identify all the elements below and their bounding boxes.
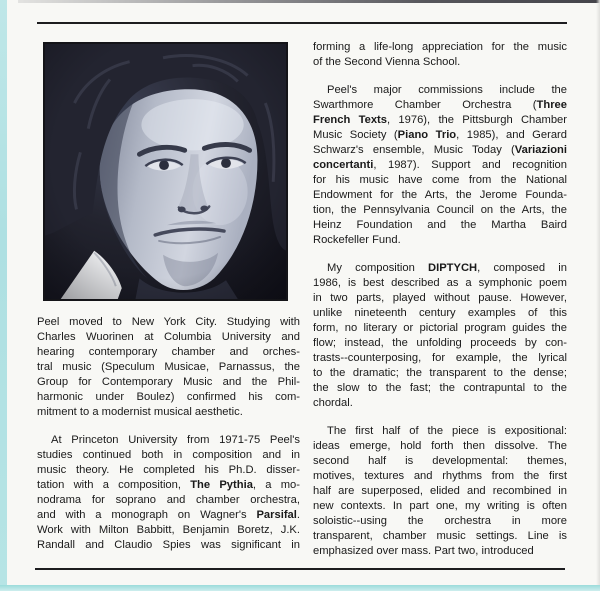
text-line: emphasized over mass. Part two, introduced [313,545,534,557]
text-line: Swarthmore Chamber Orchestra (Three [313,99,567,111]
text-line: new contexts. In part one, my writing is often [313,500,567,512]
text-line: transparent, chamber music settings. Line is [313,530,567,542]
paragraph [37,433,300,553]
right-text-column [313,40,567,559]
photo-vignette [45,44,286,299]
text-line: The first half of the piece is expositional: [327,425,567,437]
text-line: trasts--counterposing, for example, the lyrical [313,352,567,364]
paragraph [313,261,567,411]
page-top-edge-shadow [18,0,600,3]
text-line: half are superposed, elided and recombined in [313,485,567,497]
text-line: tral music (Speculum Musicae, Parnassus, the [37,361,300,373]
paragraph [313,424,567,559]
text-line: mitment to a modernist musical aesthetic. [37,406,243,418]
text-line: studies continued both in composition and in [37,449,300,461]
text-line: Work with Milton Babbitt, Benjamin Boretz, J.K. [37,524,300,536]
text-line: Heinz Foundation and the Martha Baird [313,219,567,231]
text-line: soloistic--using the orchestra in more [313,515,567,527]
text-line: for his music have come from the National [313,174,567,186]
text-line: ideas emerge, hold forth then dissolve. The [313,440,567,452]
bottom-horizontal-rule [35,568,565,570]
paragraph [313,40,567,70]
paragraph [313,83,567,248]
text-line: At Princeton University from 1971-75 Peel's [51,434,300,446]
text-line: second half is developmental: themes, [313,455,567,467]
text-line: Charles Wuorinen at Columbia University and [37,331,300,343]
text-line: of the Second Vienna School. [313,56,461,68]
text-line: music theory. He completed his Ph.D. disser- [37,464,300,476]
text-line: Music Society (Piano Trio, 1985), and Gerard [313,129,567,141]
text-line: unlike nineteenth century examples of this [313,307,567,319]
text-line: concertanti, 1987). Support and recognition [313,159,567,171]
text-line: French Texts, 1976), the Pittsburgh Chamber [313,114,567,126]
text-line: hearing contemporary chamber and orches- [37,346,300,358]
page-bottom-teal-edge [0,585,600,591]
text-line: tation with a composition, The Pythia, a mo- [37,479,300,491]
text-line: chordal. [313,397,353,409]
portrait-photo-image [45,44,286,299]
text-line: Endowment for the Arts, the Jerome Founda- [313,189,567,201]
text-line: Peel's major commissions include the [327,84,567,96]
top-horizontal-rule [37,22,567,24]
text-line: Peel moved to New York City. Studying with [37,316,300,328]
text-line: 1986, is best described as a symphonic poem [313,277,567,289]
text-line: Randall and Claudio Spies was significant in [37,539,300,551]
left-text-column [37,315,300,553]
paragraph [37,315,300,420]
text-line: in two parts, played without pause. However, [313,292,567,304]
text-line: harmonic under Boulez) confirmed his com- [37,391,300,403]
text-line: tion, the Pennsylvania Council on the Arts, the [313,204,567,216]
text-line: Group for Contemporary Music and the Phil- [37,376,300,388]
text-line: to the dramatic; the transparent to the dense; [313,367,567,379]
text-line: My composition DIPTYCH, composed in [327,262,567,274]
text-line: Schwarz's ensemble, Music Today (Variazioni [313,144,567,156]
text-line: nodrama for soprano and chamber orchestra, [37,494,300,506]
text-line: the slow to the fast; the contrapuntal to the [313,382,567,394]
text-line: and with a monograph on Wagner's Parsifal. [37,509,300,521]
text-line: motives, textures and rhythms from the first [313,470,567,482]
page-left-teal-edge [0,0,7,591]
page-right-edge-shadow [596,0,600,585]
text-line: form, no literary or pictorial program guides the [313,322,567,334]
text-line: flow; instead, the unfolding proceeds by con- [313,337,567,349]
text-line: Rockefeller Fund. [313,234,401,246]
portrait-photo [43,42,288,301]
text-line: forming a life-long appreciation for the music [313,41,567,53]
